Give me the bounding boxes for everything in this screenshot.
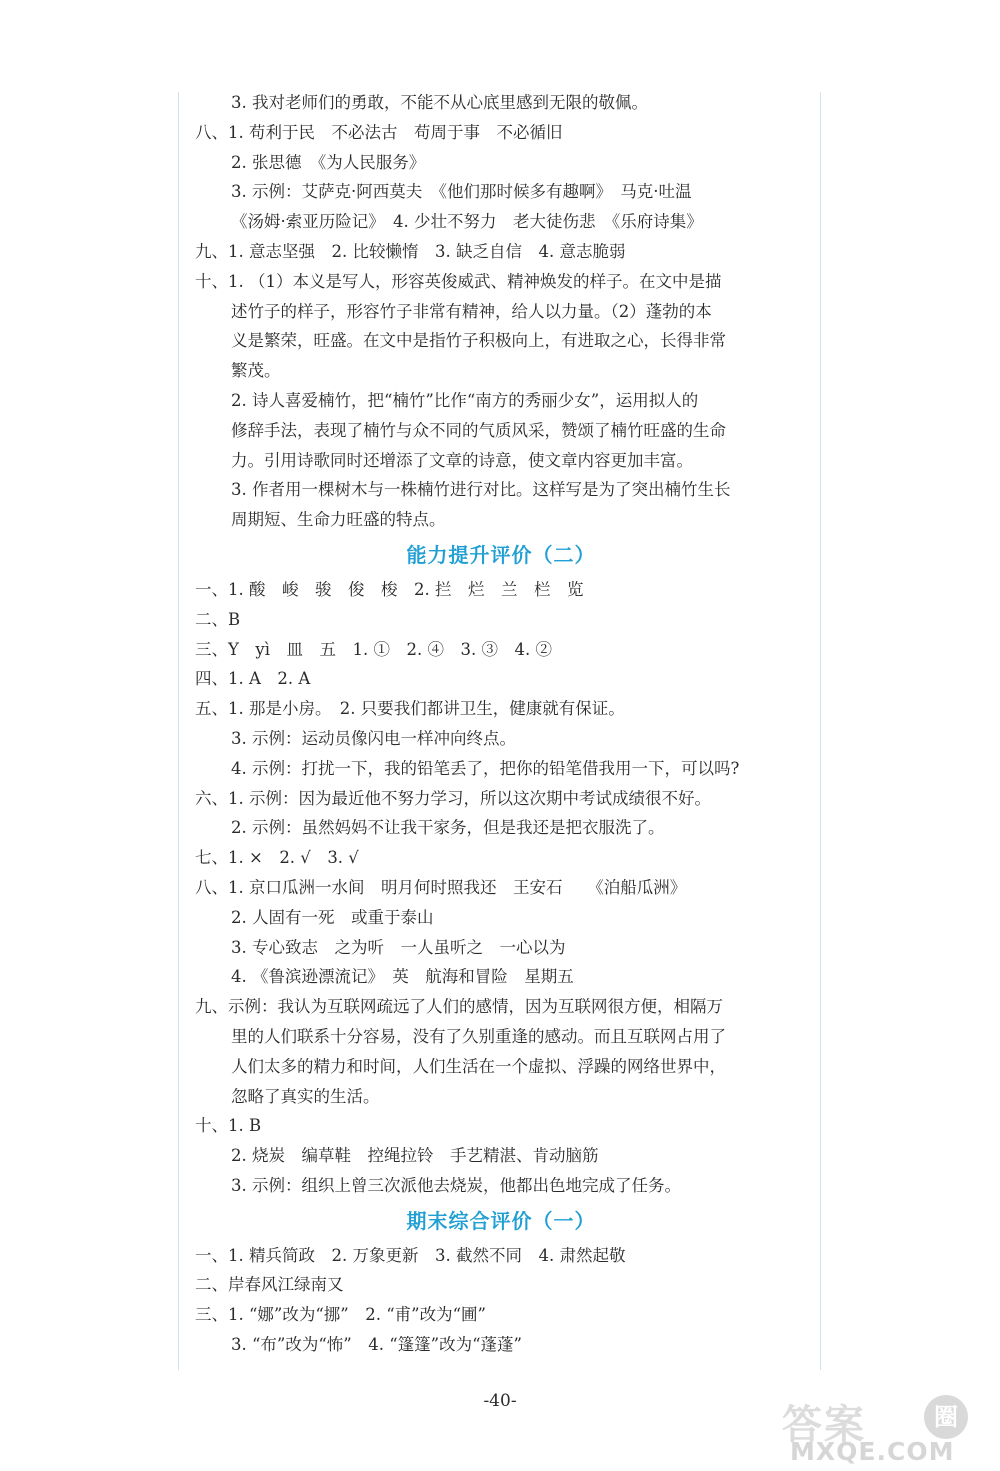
- section-title: 期末综合评价（一）: [406, 1208, 596, 1233]
- answer-line: 2. 张思德 《为人民服务》: [231, 152, 426, 172]
- watermark-badge-icon: 圈: [924, 1395, 968, 1439]
- answer-line: 三、Y yì 皿 五 1. ① 2. ④ 3. ③ 4. ②: [195, 639, 552, 659]
- answer-line: 繁茂。: [231, 361, 281, 381]
- right-margin-rule: [820, 92, 821, 1370]
- answer-line: 3. 示例：运动员像闪电一样冲向终点。: [231, 728, 516, 748]
- answer-line: 2. 烧炭 编草鞋 控绳拉铃 手艺精湛、肯动脑筋: [231, 1146, 599, 1166]
- answer-line: 九、1. 意志坚强 2. 比较懒惰 3. 缺乏自信 4. 意志脆弱: [195, 241, 626, 261]
- answer-line: 五、1. 那是小房。 2. 只要我们都讲卫生，健康就有保证。: [195, 699, 625, 719]
- answer-line: 里的人们联系十分容易，没有了久别重逢的感动。而且互联网占用了: [231, 1026, 726, 1046]
- answer-line: 二、B: [195, 609, 241, 629]
- answer-line: 一、1. 精兵简政 2. 万象更新 3. 截然不同 4. 肃然起敬: [195, 1245, 626, 1265]
- answer-content: [195, 88, 807, 1360]
- left-margin-rule: [178, 92, 179, 1370]
- answer-line: 3. “布”改为“怖” 4. “篷篷”改为“蓬蓬”: [231, 1335, 522, 1355]
- answer-line: 六、1. 示例：因为最近他不努力学习，所以这次期中考试成绩很不好。: [195, 788, 711, 808]
- answer-line: 3. 示例：组织上曾三次派他去烧炭，他都出色地完成了任务。: [231, 1175, 681, 1195]
- answer-line: 4. 《鲁滨逊漂流记》 英 航海和冒险 星期五: [231, 967, 574, 987]
- answer-line: 修辞手法，表现了楠竹与众不同的气质风采，赞颂了楠竹旺盛的生命: [231, 420, 726, 440]
- answer-line: 述竹子的样子，形容竹子非常有精神，给人以力量。（2）蓬勃的本: [231, 301, 712, 321]
- answer-line: 3. 示例：艾萨克·阿西莫夫 《他们那时候多有趣啊》 马克·吐温: [231, 182, 692, 202]
- answer-line: 4. 示例：打扰一下，我的铅笔丢了，把你的铅笔借我用一下，可以吗?: [231, 758, 740, 778]
- answer-line: 十、1. （1）本义是写人，形容英俊威武、精神焕发的样子。在文中是描: [195, 271, 722, 291]
- answer-line: 3. 我对老师们的勇敢，不能不从心底里感到无限的敬佩。: [231, 93, 648, 112]
- answer-line: 人们太多的精力和时间，人们生活在一个虚拟、浮躁的网络世界中，: [231, 1056, 726, 1076]
- answer-line: 三、1. “娜”改为“挪” 2. “甫”改为“圃”: [195, 1305, 486, 1325]
- answer-line: 2. 诗人喜爱楠竹，把“楠竹”比作“南方的秀丽少女”，运用拟人的: [231, 390, 699, 410]
- answer-line: 力。引用诗歌同时还增添了文章的诗意，使文章内容更加丰富。: [231, 450, 693, 470]
- answer-line: 四、1. A 2. A: [195, 669, 311, 689]
- watermark-logo: [752, 1393, 992, 1467]
- answer-line: 九、示例：我认为互联网疏远了人们的感情，因为互联网很方便，相隔万: [195, 997, 723, 1017]
- answer-line: 2. 示例：虽然妈妈不让我干家务，但是我还是把衣服洗了。: [231, 818, 665, 838]
- answer-line: 八、1. 苟利于民 不必法古 苟周于事 不必循旧: [195, 122, 563, 142]
- page-number: -40-: [483, 1391, 517, 1411]
- watermark-text: 答案: [782, 1402, 866, 1448]
- section-title: 能力提升评价（二）: [406, 542, 596, 567]
- watermark-site: MXQE.COM: [790, 1437, 955, 1466]
- answer-line: 七、1. × 2. √ 3. √: [195, 848, 359, 868]
- answer-line: 《汤姆·索亚历险记》 4. 少壮不努力 老大徒伤悲 《乐府诗集》: [231, 212, 703, 232]
- answer-line: 二、岸春风江绿南又: [195, 1275, 344, 1295]
- answer-line: 忽略了真实的生活。: [231, 1086, 380, 1106]
- answer-line: 义是繁荣，旺盛。在文中是指竹子积极向上，有进取之心，长得非常: [231, 331, 726, 351]
- answer-line: 周期短、生命力旺盛的特点。: [231, 510, 446, 530]
- answer-line: 八、1. 京口瓜洲一水间 明月何时照我还 王安石 《泊船瓜洲》: [195, 877, 687, 897]
- answer-line: 3. 专心致志 之为听 一人虽听之 一心以为: [231, 937, 566, 957]
- answer-line: 一、1. 酸 峻 骏 俊 梭 2. 拦 烂 兰 栏 览: [195, 579, 584, 599]
- answer-line: 3. 作者用一棵树木与一株楠竹进行对比。这样写是为了突出楠竹生长: [231, 480, 731, 500]
- answer-line: 2. 人固有一死 或重于泰山: [231, 907, 434, 927]
- answer-line: 十、1. B: [195, 1116, 262, 1136]
